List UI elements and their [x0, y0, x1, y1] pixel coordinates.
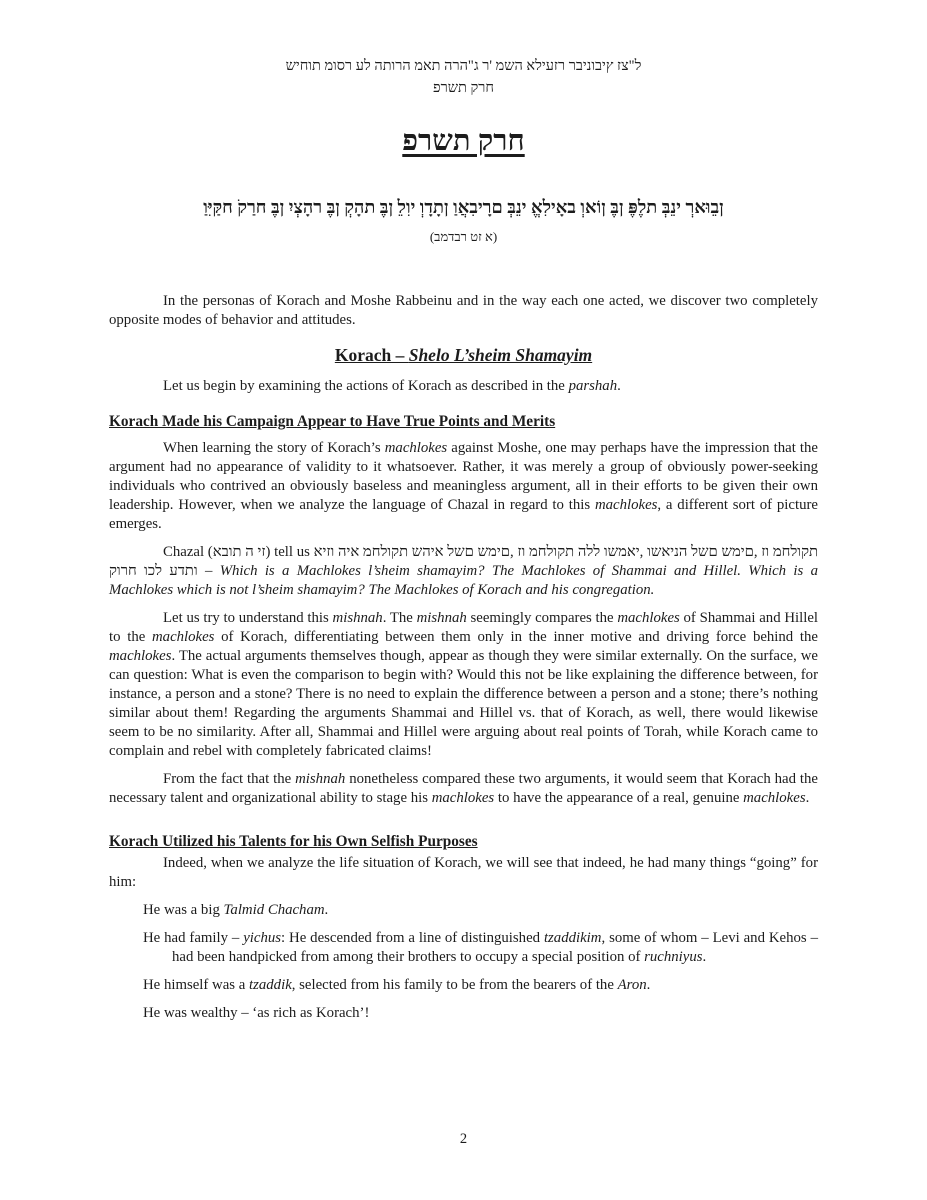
- section-heading-campaign: Korach Made his Campaign Appear to Have True Points and Merits: [109, 413, 556, 430]
- list-item: He had family – yichus: He descended from a line of distinguished tzaddikim, some of whom – Levi and Kehos –had been handpicked from among their brothers to occupy a special position of ruchniyus.: [143, 930, 818, 965]
- paragraph-lead: Let us begin by examining the actions of Korach as described in the parshah.: [163, 378, 621, 394]
- paragraph-when-learning: When learning the story of Korach’s machlokes against Moshe, one may perhaps have the impression that the argument had no appearance of validity to it whatsoever. Rather, it was merely a group of obviously power-seeking individuals who contrived an obviously baseless and meaningless argument, all in their efforts to be given their own leadership. However, when we analyze the language of Chazal in regard to this machlokes, a different sort of picture emerges.: [109, 440, 819, 532]
- page-number: 2: [459, 1131, 468, 1147]
- header-line-2: פרשת קרח: [433, 80, 494, 96]
- verse-citation: (במדבר טז א): [429, 229, 498, 244]
- torah-verse: וַיִּקַּח קֹרַח בֶּן יִצְהָר בֶּן קְהָת בֶּן לֵוִי וְדָתָן וַאֲבִירָם בְּנֵי אֱלִיאָב וְאוֹן בֶּן פֶּלֶת בְּנֵי רְאוּבֵן: [203, 197, 724, 217]
- paragraph-understand-mishnah: Let us try to understand this mishnah. The mishnah seemingly compares the machlokes of Shammai and Hillel to the machlokes of Korach, differentiating between them only in the inner motive and driving force behind the machlokes. The actual arguments themselves though, appear as though they were similar externally. On the surface, we can question: What is even the comparison to begin with? Would this not be like explaining the difference between, for instance, a person and a stone? There is no need to explain the difference between a person and a stone; there’s nothing similar about them! Regarding the arguments Shammai and Hillel vs. that of Korach, as well, there would likewise seem to be no similarity. After all, Shammai and Hillel were arguing about real points of Torah, while Korach came to complain and rebel with completely fabricated claims!: [109, 610, 819, 759]
- list-item: He was a big Talmid Chacham.: [143, 902, 329, 918]
- section-heading-talents: Korach Utilized his Talents for his Own Selfish Purposes: [109, 833, 478, 850]
- paragraph-from-the-fact: From the fact that the mishnah nonetheless compared these two arguments, it would seem that Korach had the necessary talent and organizational ability to stage his machlokes to have the appearance of a real, genuine machlokes.: [109, 771, 818, 806]
- paragraph-intro: In the personas of Korach and Moshe Rabbeinu and in the way each one acted, we discover two completely opposite modes of behavior and attitudes.: [109, 293, 818, 328]
- paragraph-indeed: Indeed, when we analyze the life situation of Korach, we will see that indeed, he had many things “going” for him:: [109, 855, 818, 890]
- header-line-1: שיחות מוסר על התורה מאת הרה"ג ר' משה אליעזר רבינוביץ זצ"ל: [285, 58, 642, 74]
- korach-advantages-list: [109, 901, 818, 1023]
- list-item: He himself was a tzaddik, selected from his family to be from the bearers of the Aron.: [143, 977, 651, 993]
- main-heading-korach-shelo-lsheim-shamayim: Korach – Shelo L’sheim Shamayim: [334, 345, 593, 365]
- paragraph-chazal-quote: Chazal (אבות ה יז) tell us איזו היא מחלוקת שהיא לשם שמים, זו מחלוקת הלל ושמאי, ושאינה לשם שמים, זו מחלוקת קורח וכל עדתו – Which is a Machlokes l’sheim shamayim? The Machlokes of Shammai and Hillel. Which is a Machlokes which is not l’sheim shamayim? The Machlokes of Korach and his congregation.: [109, 544, 819, 598]
- page-title: פרשת קרח: [402, 125, 525, 157]
- list-item: He was wealthy – ‘as rich as Korach’!: [143, 1005, 370, 1021]
- running-header: [109, 55, 818, 99]
